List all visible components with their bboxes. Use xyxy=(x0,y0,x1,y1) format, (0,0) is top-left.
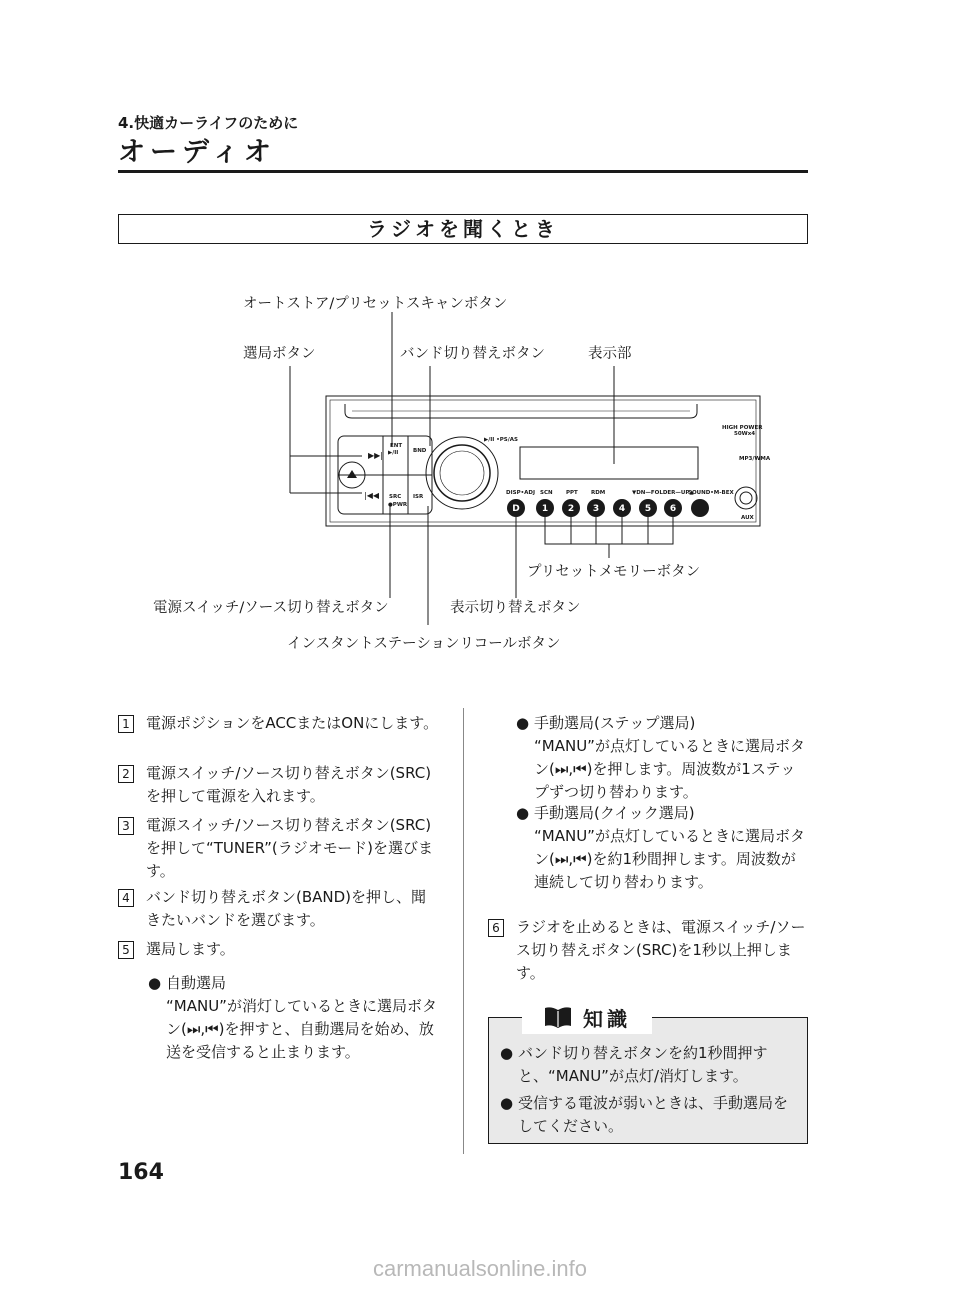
knowledge-item-1 xyxy=(500,1042,800,1088)
knowledge-text: バンド切り替えボタンを約1秒間押すと、“MANU”が点灯/消灯します。 xyxy=(518,1044,768,1085)
display-panel xyxy=(520,447,698,479)
leader-preset xyxy=(545,517,673,544)
step-5 xyxy=(118,938,440,961)
knowledge-item-2 xyxy=(500,1092,800,1138)
book-icon xyxy=(543,1005,573,1029)
key-label-4: 4 xyxy=(618,504,626,514)
step-text: バンド切り替えボタン(BAND)を押し、聞きたいバンドを選びます。 xyxy=(146,888,427,929)
step-text: 電源スイッチ/ソース切り替えボタン(SRC)を押して電源を入れます。 xyxy=(146,764,432,805)
key-label-5: 5 xyxy=(644,504,652,514)
volume-knob xyxy=(426,437,498,509)
step-2 xyxy=(118,762,440,808)
step-6 xyxy=(488,916,808,985)
unit-scn: SCN xyxy=(540,490,553,496)
step-1 xyxy=(118,712,440,735)
step-number: 3 xyxy=(118,817,134,835)
unit-bnd: BND xyxy=(413,448,427,454)
step-text: 選局します。 xyxy=(146,940,235,958)
step-text: 電源ポジションをACCまたはONにします。 xyxy=(146,714,439,732)
unit-mp3: MP3/WMA xyxy=(739,456,771,462)
knowledge-text: 受信する電波が弱いときは、手動選局をしてください。 xyxy=(518,1094,789,1135)
step-text: 電源スイッチ/ソース切り替えボタン(SRC)を押して“TUNER”(ラジオモード)を選びます。 xyxy=(146,816,433,880)
step-number: 1 xyxy=(118,715,134,733)
watermark: carmanualsonline.info xyxy=(372,1256,588,1281)
key-label-6: 6 xyxy=(669,504,677,514)
bullet-dot-icon: ● xyxy=(148,974,162,992)
bullet-text: “MANU”が消灯しているときに選局ボタン(⏭,⏮)を押すと、自動選局を始め、放送を受信すると止まります。 xyxy=(166,997,437,1061)
step-number: 5 xyxy=(118,941,134,959)
unit-pwr: ●PWR xyxy=(388,502,408,508)
unit-disp-adj: DISP•ADJ xyxy=(506,490,535,496)
bullet-text: “MANU”が点灯しているときに選局ボタン(⏭,⏮)を約1秒間押します。周波数が連続して切り替わります。 xyxy=(534,827,805,891)
seek-forward-icon: ▶▶| xyxy=(368,451,383,460)
unit-isr: ISR xyxy=(413,494,424,500)
unit-ti-ps-as: ▶/II •PS/AS xyxy=(484,437,518,443)
unit-rdm: RDM xyxy=(591,490,606,496)
section-title: ラジオを聞くとき xyxy=(118,214,808,244)
bullet-dot-icon: ● xyxy=(500,1094,514,1112)
step-number: 6 xyxy=(488,919,504,937)
column-divider xyxy=(463,708,464,1154)
page-title: オーディオ xyxy=(118,137,276,168)
key-label-3: 3 xyxy=(592,504,600,514)
bullet-dot-icon: ● xyxy=(500,1044,514,1062)
chapter-heading: 4.快適カーライフのために xyxy=(118,114,299,132)
unit-watts: 50Wx4 xyxy=(734,431,756,437)
bullet-step-tuning xyxy=(516,712,808,804)
step-3 xyxy=(118,814,440,883)
bullet-dot-icon: ● xyxy=(516,804,530,822)
preset-key-extra xyxy=(691,499,709,517)
unit-play: ▶/II xyxy=(388,450,399,456)
step-text: ラジオを止めるときは、電源スイッチ/ソース切り替えボタン(SRC)を1秒以上押します。 xyxy=(516,918,806,982)
callout-display: 表示部 xyxy=(588,346,632,362)
step-4 xyxy=(118,886,440,932)
knowledge-title: 知識 xyxy=(583,1006,631,1031)
key-label-2: 2 xyxy=(567,504,575,514)
callout-band: バンド切り替えボタン xyxy=(400,346,545,362)
bullet-auto-tuning xyxy=(148,972,440,1064)
unit-sound: SOUND•M-BEX xyxy=(688,490,734,496)
callout-preset: プリセットメモリーボタン xyxy=(527,564,701,580)
step-number: 2 xyxy=(118,765,134,783)
unit-aux: AUX xyxy=(741,515,754,521)
callout-instant: インスタントステーションリコールボタン xyxy=(287,636,561,652)
unit-high-power: HIGH POWER xyxy=(722,425,763,431)
step-number: 4 xyxy=(118,889,134,907)
callout-tuning: 選局ボタン xyxy=(243,346,316,362)
bullet-title: 自動選局 xyxy=(166,974,227,992)
bullet-quick-tuning xyxy=(516,802,808,894)
knowledge-header xyxy=(522,1000,652,1034)
aux-jack xyxy=(735,487,757,509)
seek-back-icon: |◀◀ xyxy=(364,491,379,500)
callout-auto-store: オートストア/プリセットスキャンボタン xyxy=(243,296,508,312)
page-number: 164 xyxy=(118,1160,164,1185)
eject-icon xyxy=(347,470,357,478)
unit-folder: ▼DN—FOLDER—UP▲ xyxy=(632,490,694,496)
key-label-1: 1 xyxy=(541,504,549,514)
bullet-title: 手動選局(クイック選局) xyxy=(534,804,695,822)
unit-src: SRC xyxy=(389,494,402,500)
unit-ent: ENT xyxy=(390,443,403,449)
callout-disp-switch: 表示切り替えボタン xyxy=(450,600,581,616)
bullet-text: “MANU”が点灯しているときに選局ボタン(⏭,⏮)を押します。周波数が1ステップずつ切り替わります。 xyxy=(534,737,805,801)
key-label-d: D xyxy=(512,504,520,514)
callout-power: 電源スイッチ/ソース切り替えボタン xyxy=(153,600,389,616)
bullet-title: 手動選局(ステップ選局) xyxy=(534,714,696,732)
bullet-dot-icon: ● xyxy=(516,714,530,732)
unit-ppt: PPT xyxy=(566,490,578,496)
